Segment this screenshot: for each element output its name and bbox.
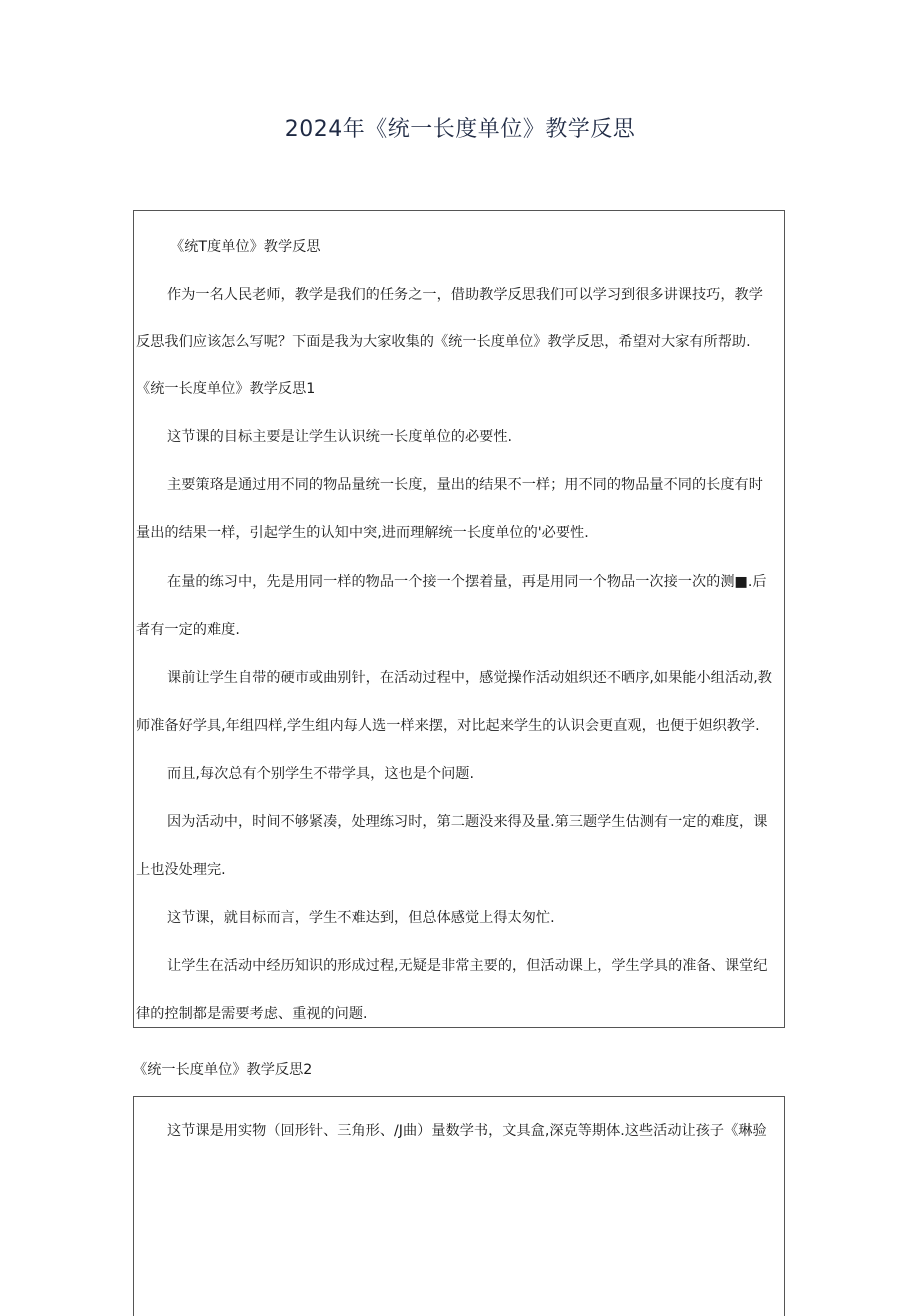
paragraph-line: 量出的结果一样，引起学生的认知中突,进而理解统一长度单位的'必要性. (136, 525, 589, 541)
paragraph-line: 让学生在活动中经历知识的形成过程,无疑是非常主要的，但活动课上，学生学具的准备、课堂纪 (167, 958, 768, 974)
paragraph-line: 主要策珞是通过用不同的物品量统一长度，量出的结果不一样；用不同的物品量不同的长度有时 (167, 477, 763, 493)
text-box-section-1 (133, 210, 785, 1028)
section-heading-1: 《统一长度单位》教学反思1 (136, 381, 316, 397)
paragraph-line: 因为活动中，时间不够紧凑，处理练习时，第二题没来得及量.第三题学生估测有一定的难度，课 (167, 814, 768, 830)
paragraph-line: 这节课的目标主要是让学生认识统一长度单位的必要性. (167, 429, 513, 445)
text-box-section-2 (133, 1096, 785, 1316)
paragraph-line: 而且,每次总有个别学生不带学具，这也是个问题. (167, 766, 474, 782)
paragraph-line: 这节课，就目标而言，学生不难达到，但总体感觉上得太匆忙. (167, 910, 555, 926)
section-heading-2: 《统一长度单位》教学反思2 (133, 1062, 313, 1078)
paragraph-line: 者有一定的难度. (136, 622, 240, 638)
paragraph-line: 在量的练习中，先是用同一样的物品一个接一个摆着量，再是用同一个物品一次接一次的测■.后 (167, 574, 767, 590)
paragraph-line: 上也没处理完. (136, 862, 226, 878)
paragraph-line: 反思我们应该怎么写呢？下面是我为大家收集的《统一长度单位》教学反思，希望对大家有所帮助. (136, 334, 751, 350)
box-subtitle: 《统T度单位》教学反思 (170, 239, 321, 255)
paragraph-line: 这节课是用实物（回形针、三角形、/J曲）量数学书，文具盒,深克等期体.这些活动让孩子《琳验 (167, 1123, 767, 1139)
paragraph-line: 作为一名人民老师，教学是我们的任务之一，借助教学反思我们可以学习到很多讲课技巧，教学 (167, 287, 763, 303)
paragraph-line: 课前让学生自带的硬市或曲别针，在活动过程中，感觉操作活动姐织还不晒序,如果能小组活动,教 (167, 670, 772, 686)
paragraph-line: 师准备好学具,年组四样,学生组内每人选一样来摆，对比起来学生的认识会更直观，也便于妲织教学. (136, 718, 760, 734)
document-title: 2024年《统一长度单位》教学反思 (284, 117, 636, 142)
paragraph-line: 律的控制都是需要考虑、重视的问题. (136, 1006, 368, 1022)
